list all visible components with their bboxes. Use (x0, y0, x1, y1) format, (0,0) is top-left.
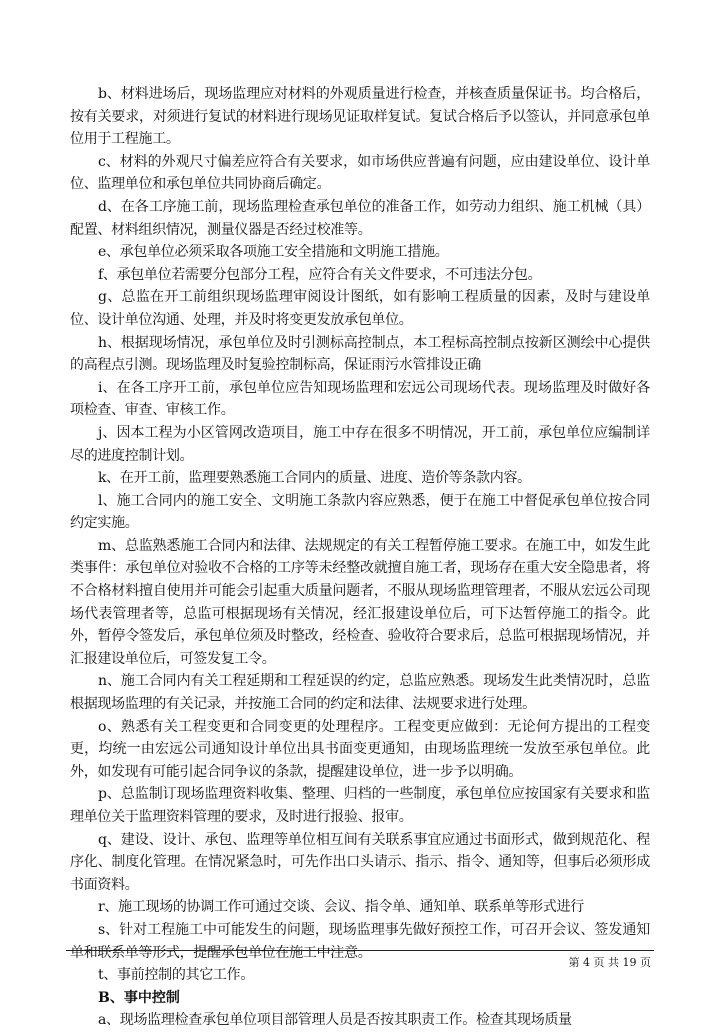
paragraph-e: e、承包单位必须采取各项施工安全措施和文明施工措施。 (98, 244, 449, 261)
paragraph-f: f、承包单位若需要分包部分工程，应符合有关文件要求，不可违法分包。 (98, 266, 542, 283)
paragraph-j: j、因本工程为小区管网改造项目，施工中存在很多不明情况，开工前，承包单位应编制详尽的进度控制计划。 (70, 424, 650, 464)
paragraph-k: k、在开工前，监理要熟悉施工合同内的质量、进度、造价等条款内容。 (98, 470, 531, 487)
paragraph-a-continued: a、现场监理检查承包单位项目部管理人员是否按其职责工作。检查其现场质量 (98, 1012, 572, 1029)
paragraph-h: h、根据现场情况，承包单位及时引测标高控制点，本工程标高控制点按新区测绘中心提供的高程点引测。现场监理及时复验控制标高，保证雨污水管排设正确 (70, 334, 650, 374)
paragraph-t: t、事前控制的其它工作。 (98, 967, 255, 984)
page-number: 第 4 页 共 19 页 (568, 956, 651, 969)
paragraph-g: g、总监在开工前组织现场监理审阅设计图纸，如有影响工程质量的因素，及时与建设单位、设计单位沟通、处理，并及时将变更发放承包单位。 (70, 289, 650, 328)
paragraph-r: r、施工现场的协调工作可通过交谈、会议、指令单、通知单、联系单等形式进行 (98, 899, 584, 916)
section-heading: B、事中控制 (98, 989, 180, 1006)
paragraph-m: m、总监熟悉施工合同内和法律、法规规定的有关工程暂停施工要求。在施工中，如发生此类事件：承包单位对验收不合格的工序等未经整改就擅自施工者，现场存在重大安全隐患者，将不合格材料擅自使用并可能会引起重大质量问题者，不服从现场监理管理者，不服从宏远公司现场代表管理者等，总监可根据现场有关情况，经汇报建设单位后，可下达暂停施工的指令。此外，暂停令签发后，承包单位须及时整改，经检查、验收符合要求后，总监可根据现场情况，并汇报建设单位后，可签发复工令。 (70, 537, 650, 667)
page-body (70, 83, 650, 1032)
paragraph-b: b、材料进场后，现场监理应对材料的外观质量进行检查，并核查质量保证书。均合格后，按有关要求，对须进行复试的材料进行现场见证取样复试。复试合格后予以签认，并同意承包单位用于工程施工。 (70, 86, 650, 148)
paragraph-i: i、在各工序开工前，承包单位应告知现场监理和宏远公司现场代表。现场监理及时做好各项检查、审查、审核工作。 (70, 379, 650, 419)
paragraph-c: c、材料的外观尺寸偏差应符合有关要求，如市场供应普遍有问题，应由建设单位、设计单位、监理单位和承包单位共同协商后确定。 (70, 153, 650, 193)
paragraph-p: p、总监制订现场监理资料收集、整理、归档的一些制度，承包单位应按国家有关要求和监理单位关于监理资料管理的要求，及时进行报验、报审。 (70, 786, 650, 825)
paragraph-q: q、建设、设计、承包、监理等单位相互间有关联系事宜应通过书面形式，做到规范化、程序化、制度化管理。在情况紧急时，可先作出口头请示、指示、指令、通知等，但事后必须形成书面资料。 (70, 831, 650, 893)
paragraph-s: s、针对工程施工中可能发生的问题，现场监理事先做好预控工作，可召开会议、签发通知单和联系单等形式，提醒承包单位在施工中注意。 (70, 921, 650, 961)
footer-divider (66, 950, 654, 951)
paragraph-n: n、施工合同内有关工程延期和工程延误的约定，总监应熟悉。现场发生此类情况时，总监根据现场监理的有关记录，并按施工合同的约定和法律、法规要求进行处理。 (70, 673, 650, 713)
paragraph-o: o、熟悉有关工程变更和合同变更的处理程序。工程变更应做到：无论何方提出的工程变更，均统一由宏远公司通知设计单位出具书面变更通知，由现场监理统一发放至承包单位。此外，如发现有可能引起合同争议的条款，提醒建设单位，进一步予以明确。 (70, 718, 650, 780)
paragraph-d: d、在各工序施工前，现场监理检查承包单位的准备工作，如劳动力组织、施工机械（具）配置、材料组织情况，测量仪器是否经过校准等。 (70, 198, 650, 238)
paragraph-l: l、施工合同内的施工安全、文明施工条款内容应熟悉，便于在施工中督促承包单位按合同约定实施。 (70, 492, 650, 532)
